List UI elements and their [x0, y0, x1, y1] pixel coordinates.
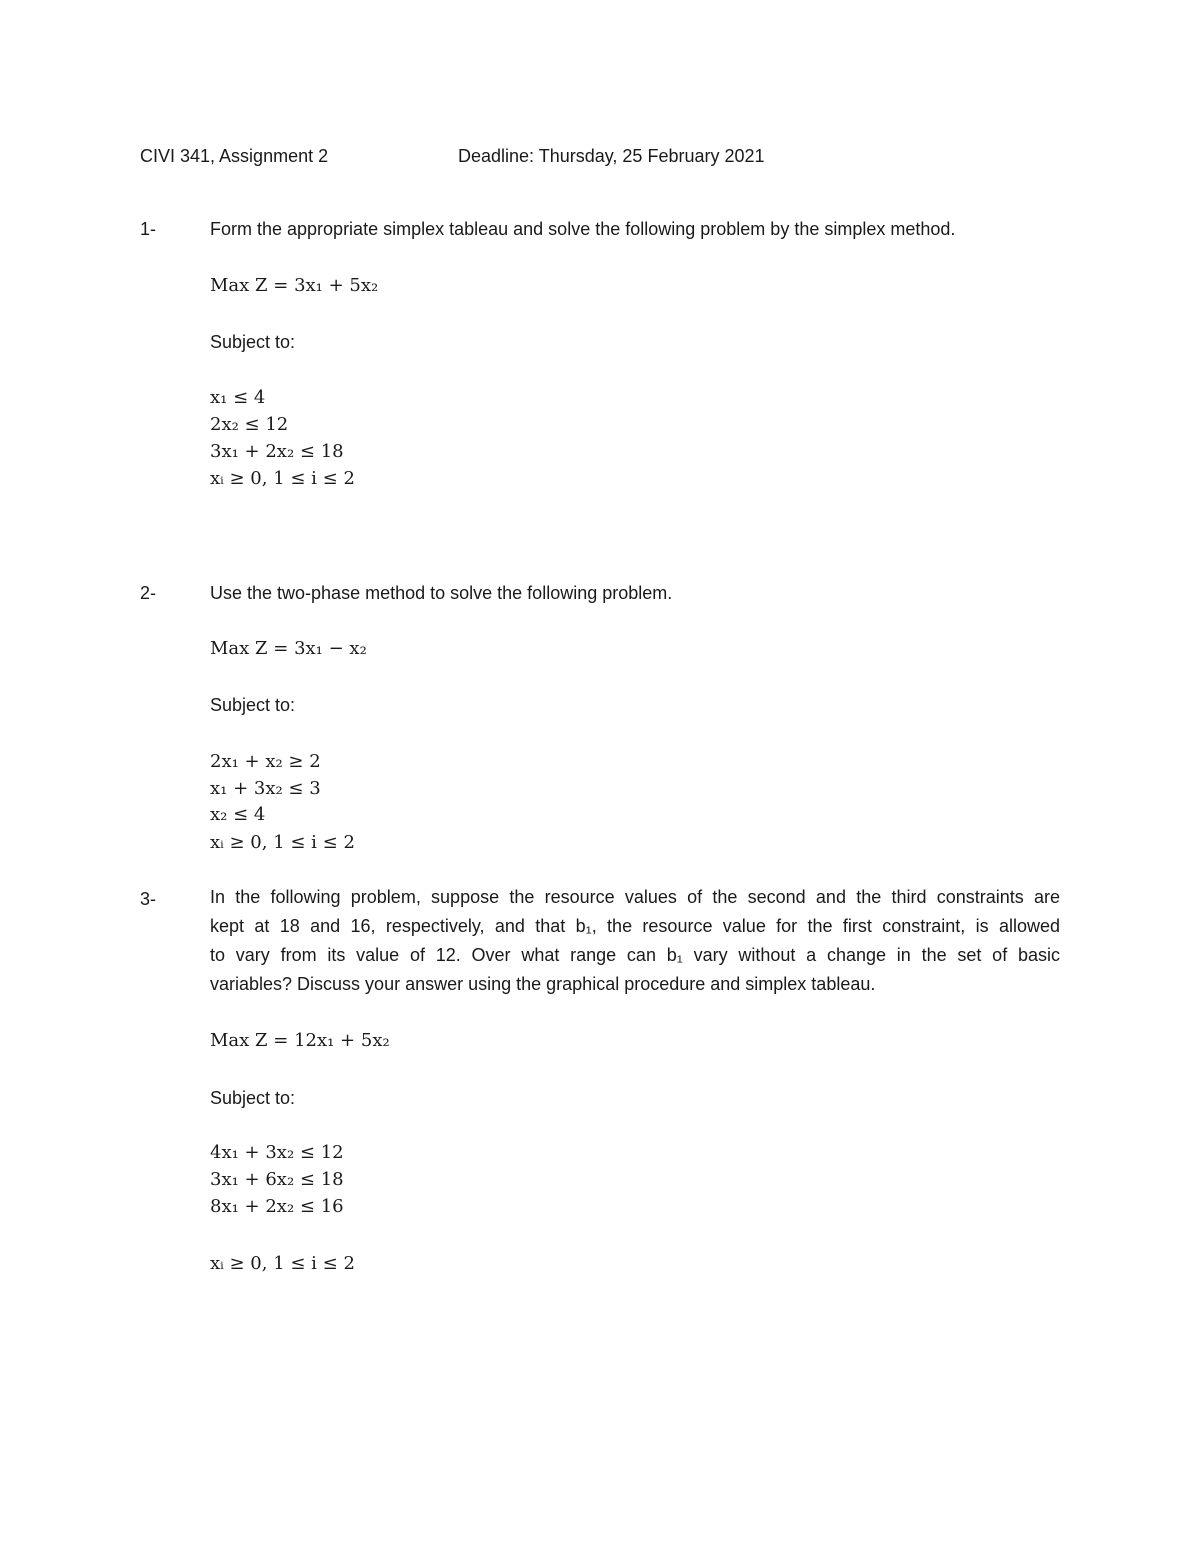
question-3-constraint: 3x₁ + 6x₂ ≤ 18 — [210, 1169, 344, 1190]
question-3-line: to vary from its value of 12. Over what range can b₁ vary without a change in the set of basic — [210, 945, 1060, 965]
question-3-line: kept at 18 and 16, respectively, and that b₁, the resource value for the first constraint, is allowed — [210, 916, 1060, 936]
question-2-constraint: 2x₁ + x₂ ≥ 2 — [210, 751, 321, 772]
question-3-nonnegativity: xᵢ ≥ 0, 1 ≤ i ≤ 2 — [210, 1253, 355, 1274]
question-3-objective: Max Z = 12x₁ + 5x₂ — [210, 1030, 390, 1051]
question-2-subject-to: Subject to: — [210, 695, 296, 715]
question-2-objective: Max Z = 3x₁ − x₂ — [210, 638, 367, 659]
question-3-constraint: 4x₁ + 3x₂ ≤ 12 — [210, 1142, 344, 1163]
question-2-nonnegativity: xᵢ ≥ 0, 1 ≤ i ≤ 2 — [210, 832, 355, 853]
deadline: Deadline: Thursday, 25 February 2021 — [458, 146, 765, 166]
question-3-paragraph — [210, 883, 1060, 999]
question-2-constraint: x₂ ≤ 4 — [210, 804, 266, 825]
question-1-objective: Max Z = 3x₁ + 5x₂ — [210, 275, 379, 296]
question-3-number: 3- — [140, 889, 157, 909]
question-2-constraint: x₁ + 3x₂ ≤ 3 — [210, 778, 321, 799]
question-3-line: In the following problem, suppose the resource values of the second and the third constraints are — [210, 887, 1060, 907]
course-title: CIVI 341, Assignment 2 — [140, 146, 329, 166]
question-1-constraint: 2x₂ ≤ 12 — [210, 414, 289, 435]
question-3-subject-to: Subject to: — [210, 1088, 296, 1108]
question-3-line: variables? Discuss your answer using the graphical procedure and simplex tableau. — [210, 974, 876, 994]
question-2-number: 2- — [140, 583, 157, 603]
question-1-instruction: Form the appropriate simplex tableau and solve the following problem by the simplex method. — [210, 219, 956, 239]
question-1-number: 1- — [140, 219, 157, 239]
question-2-instruction: Use the two-phase method to solve the following problem. — [210, 583, 673, 603]
question-1-constraint: x₁ ≤ 4 — [210, 387, 266, 408]
question-1-subject-to: Subject to: — [210, 332, 296, 352]
question-1-constraint: 3x₁ + 2x₂ ≤ 18 — [210, 441, 344, 462]
question-3-constraint: 8x₁ + 2x₂ ≤ 16 — [210, 1196, 344, 1217]
question-1-nonnegativity: xᵢ ≥ 0, 1 ≤ i ≤ 2 — [210, 468, 355, 489]
